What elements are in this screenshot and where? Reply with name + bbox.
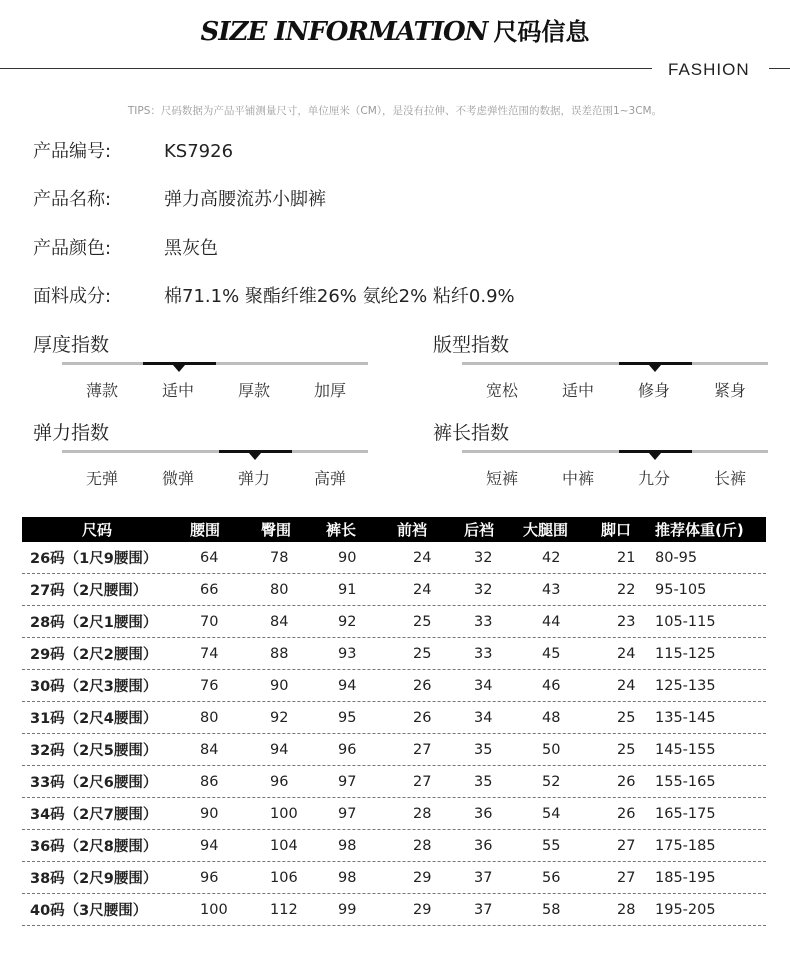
scale-title: 版型指数 — [433, 334, 510, 356]
scale-option: 修身 — [637, 381, 670, 400]
size-cell: 29码（2尺2腰围） — [30, 647, 158, 663]
info-row-fabric — [33, 282, 515, 308]
table-cell: 50 — [542, 741, 561, 758]
scale-title: 厚度指数 — [33, 334, 110, 356]
table-cell: 70 — [200, 613, 219, 630]
scale-title: 弹力指数 — [33, 422, 110, 444]
table-cell: 28 — [617, 901, 636, 918]
divider-right — [769, 68, 790, 69]
table-cell: 95 — [338, 709, 357, 726]
table-cell: 92 — [338, 613, 357, 630]
size-cell: 38码（2尺9腰围） — [30, 871, 158, 887]
scale-option: 宽松 — [485, 381, 518, 400]
table-cell: 78 — [270, 549, 289, 566]
scale-option: 加厚 — [313, 381, 346, 400]
table-cell: 90 — [270, 677, 289, 694]
scale-option: 短裤 — [485, 469, 518, 488]
info-row-name — [33, 185, 326, 211]
table-cell: 34 — [474, 677, 493, 694]
size-cell: 36码（2尺8腰围） — [30, 839, 158, 855]
table-cell: 185-195 — [655, 869, 716, 886]
table-cell: 98 — [338, 837, 357, 854]
table-cell: 42 — [542, 549, 561, 566]
table-cell: 37 — [474, 901, 493, 918]
table-cell: 54 — [542, 805, 561, 822]
table-cell: 125-135 — [655, 677, 716, 694]
table-cell: 55 — [542, 837, 561, 854]
title-en: SIZE INFORMATION — [200, 17, 488, 47]
size-cell: 27码（2尺腰围） — [30, 583, 148, 599]
table-cell: 24 — [617, 677, 636, 694]
scale-option: 长裤 — [713, 469, 746, 488]
table-header-cell: 腰围 — [190, 521, 221, 539]
scale-option: 中裤 — [561, 469, 594, 488]
table-header-cell: 前裆 — [397, 521, 428, 539]
table-header-cell: 臀围 — [261, 521, 292, 539]
table-header-cell: 大腿围 — [523, 521, 569, 539]
table-cell: 29 — [413, 901, 432, 918]
table-cell: 21 — [617, 549, 636, 566]
table-row — [22, 734, 766, 766]
table-cell: 29 — [413, 869, 432, 886]
size-cell: 26码（1尺9腰围） — [30, 551, 158, 567]
table-row — [22, 830, 766, 862]
info-row-color — [33, 234, 218, 260]
table-cell: 35 — [474, 741, 493, 758]
table-cell: 26 — [413, 677, 432, 694]
table-cell: 25 — [413, 613, 432, 630]
table-cell: 28 — [413, 837, 432, 854]
info-value: KS7926 — [164, 141, 234, 162]
table-cell: 165-175 — [655, 805, 716, 822]
table-cell: 93 — [338, 645, 357, 662]
table-cell: 96 — [338, 741, 357, 758]
size-cell: 34码（2尺7腰围） — [30, 807, 158, 823]
size-cell: 32码（2尺5腰围） — [30, 743, 158, 759]
scale-option: 九分 — [637, 469, 670, 488]
scale-option: 紧身 — [713, 381, 746, 400]
table-cell: 25 — [617, 709, 636, 726]
table-cell: 46 — [542, 677, 561, 694]
table-cell: 115-125 — [655, 645, 716, 662]
table-cell: 76 — [200, 677, 219, 694]
table-cell: 36 — [474, 805, 493, 822]
table-header-cell: 推荐体重(斤) — [655, 521, 744, 539]
size-table — [22, 517, 766, 926]
table-cell: 80 — [200, 709, 219, 726]
table-cell: 99 — [338, 901, 357, 918]
tips-text: TIPS：尺码数据为产品平铺测量尺寸，单位厘米（CM），是没有拉伸、不考虑弹性范围的数据，误差范围1~3CM。 — [127, 105, 663, 117]
table-cell: 106 — [270, 869, 298, 886]
table-row — [22, 574, 766, 606]
table-cell: 96 — [270, 773, 289, 790]
triangle-down-icon — [649, 365, 661, 372]
table-row — [22, 542, 766, 574]
table-cell: 104 — [270, 837, 298, 854]
table-body — [22, 542, 766, 926]
table-cell: 33 — [474, 613, 493, 630]
scale-option: 高弹 — [313, 469, 346, 488]
table-cell: 32 — [474, 581, 493, 598]
table-cell: 34 — [474, 709, 493, 726]
scale-track — [62, 450, 368, 453]
table-cell: 26 — [617, 773, 636, 790]
table-cell: 27 — [617, 869, 636, 886]
table-cell: 155-165 — [655, 773, 716, 790]
info-label: 产品编号: — [33, 141, 112, 162]
size-cell: 31码（2尺4腰围） — [30, 711, 158, 727]
table-cell: 26 — [413, 709, 432, 726]
table-cell: 56 — [542, 869, 561, 886]
table-cell: 58 — [542, 901, 561, 918]
table-cell: 88 — [270, 645, 289, 662]
table-cell: 27 — [413, 741, 432, 758]
table-cell: 44 — [542, 613, 561, 630]
table-cell: 26 — [617, 805, 636, 822]
table-cell: 86 — [200, 773, 219, 790]
table-row — [22, 670, 766, 702]
scale-option: 薄款 — [85, 381, 118, 400]
info-label: 面料成分: — [33, 286, 112, 307]
size-cell: 40码（3尺腰围） — [30, 903, 148, 919]
table-row — [22, 862, 766, 894]
table-cell: 98 — [338, 869, 357, 886]
table-cell: 105-115 — [655, 613, 716, 630]
scale-option: 适中 — [561, 381, 594, 400]
table-cell: 95-105 — [655, 581, 707, 598]
triangle-down-icon — [649, 453, 661, 460]
table-cell: 24 — [413, 549, 432, 566]
table-cell: 25 — [617, 741, 636, 758]
table-cell: 35 — [474, 773, 493, 790]
table-cell: 66 — [200, 581, 219, 598]
scale-track — [462, 450, 768, 453]
table-cell: 27 — [413, 773, 432, 790]
table-row — [22, 894, 766, 926]
table-cell: 195-205 — [655, 901, 716, 918]
table-cell: 27 — [617, 837, 636, 854]
info-value: 棉71.1% 聚酯纤维26% 氨纶2% 粘纤0.9% — [164, 286, 515, 307]
table-header-cell: 后裆 — [464, 521, 495, 539]
scale-option: 弹力 — [237, 469, 270, 488]
table-cell: 84 — [200, 741, 219, 758]
table-cell: 94 — [200, 837, 219, 854]
table-cell: 145-155 — [655, 741, 716, 758]
table-cell: 24 — [617, 645, 636, 662]
table-cell: 90 — [338, 549, 357, 566]
size-cell: 30码（2尺3腰围） — [30, 679, 158, 695]
table-row — [22, 606, 766, 638]
info-value: 黑灰色 — [164, 238, 218, 259]
triangle-down-icon — [173, 365, 185, 372]
table-cell: 33 — [474, 645, 493, 662]
table-cell: 91 — [338, 581, 357, 598]
scale-option: 适中 — [161, 381, 194, 400]
table-cell: 23 — [617, 613, 636, 630]
table-cell: 37 — [474, 869, 493, 886]
table-cell: 32 — [474, 549, 493, 566]
table-cell: 74 — [200, 645, 219, 662]
table-cell: 90 — [200, 805, 219, 822]
table-cell: 100 — [270, 805, 298, 822]
table-cell: 80 — [270, 581, 289, 598]
table-row — [22, 702, 766, 734]
table-cell: 84 — [270, 613, 289, 630]
table-cell: 45 — [542, 645, 561, 662]
table-header-cell: 尺码 — [81, 521, 112, 539]
scale-option: 无弹 — [85, 469, 118, 488]
table-cell: 43 — [542, 581, 561, 598]
table-header-cell: 脚口 — [601, 521, 632, 539]
scale-track — [462, 362, 768, 365]
triangle-down-icon — [249, 453, 261, 460]
table-cell: 24 — [413, 581, 432, 598]
fashion-label: FASHION — [668, 60, 750, 79]
scale-option: 厚款 — [237, 381, 270, 400]
table-cell: 92 — [270, 709, 289, 726]
table-cell: 94 — [270, 741, 289, 758]
table-cell: 94 — [338, 677, 357, 694]
table-cell: 25 — [413, 645, 432, 662]
table-row — [22, 638, 766, 670]
table-header — [22, 517, 766, 542]
table-cell: 80-95 — [655, 549, 698, 566]
table-cell: 28 — [413, 805, 432, 822]
scale-option: 微弹 — [161, 469, 194, 488]
size-cell: 28码（2尺1腰围） — [30, 615, 158, 631]
table-row — [22, 766, 766, 798]
table-cell: 100 — [200, 901, 228, 918]
info-label: 产品名称: — [33, 189, 112, 210]
table-row — [22, 798, 766, 830]
info-label: 产品颜色: — [33, 238, 112, 259]
size-cell: 33码（2尺6腰围） — [30, 775, 158, 791]
table-cell: 135-145 — [655, 709, 716, 726]
table-cell: 48 — [542, 709, 561, 726]
table-cell: 36 — [474, 837, 493, 854]
table-cell: 96 — [200, 869, 219, 886]
info-row-code — [33, 137, 233, 163]
info-value: 弹力高腰流苏小脚裤 — [164, 189, 326, 210]
table-header-cell: 裤长 — [326, 521, 357, 539]
title-cn: 尺码信息 — [493, 18, 590, 46]
table-cell: 52 — [542, 773, 561, 790]
table-cell: 175-185 — [655, 837, 716, 854]
page-title — [0, 12, 790, 47]
table-cell: 64 — [200, 549, 219, 566]
table-cell: 97 — [338, 805, 357, 822]
scale-title: 裤长指数 — [433, 422, 510, 444]
table-cell: 97 — [338, 773, 357, 790]
table-cell: 22 — [617, 581, 636, 598]
divider-left — [0, 68, 652, 69]
table-cell: 112 — [270, 901, 298, 918]
